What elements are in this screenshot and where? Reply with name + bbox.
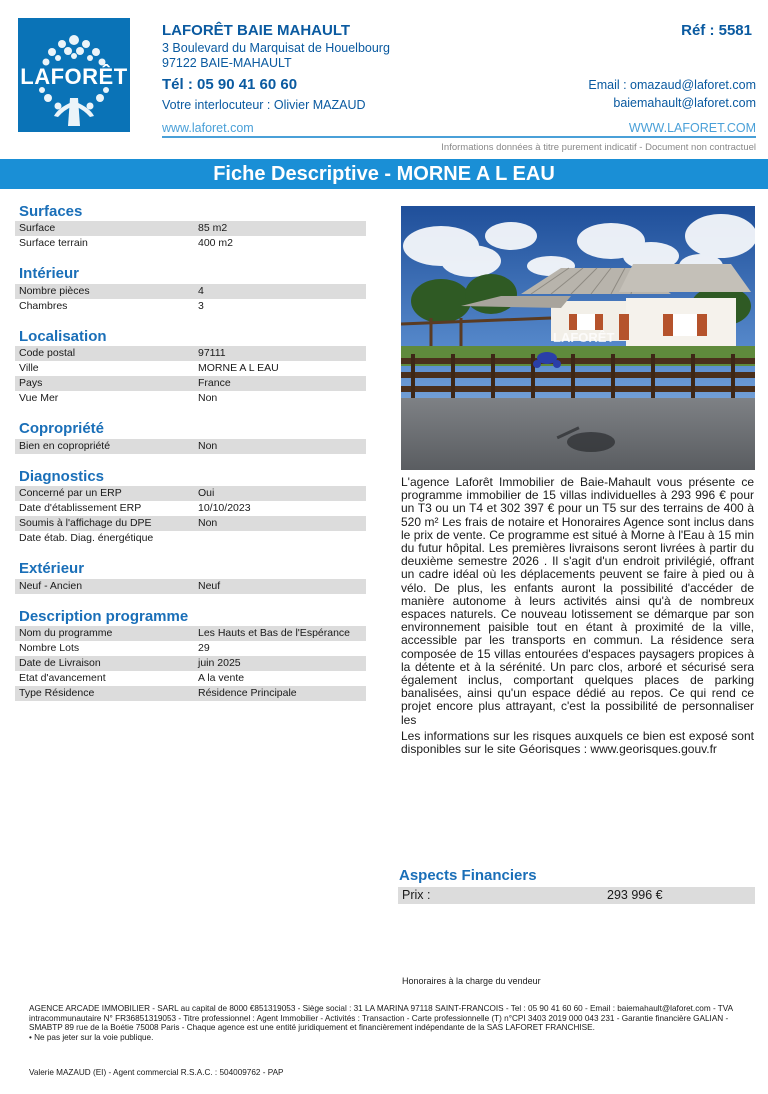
row-value: Non: [198, 392, 218, 404]
property-description: L'agence Laforêt Immobilier de Baie-Mahault vous présente ce programme immobilier de 15 villas individuelles à 293 996 € pour un T3 ou un T4 et 302 397 € pour un T5 sur des terrains de 400 à 520 m² Les frais de notaire et Honoraires Agence sont inclus dans le prix de vente. Ce programme est situé à Morne à l'Eau à 15 min du futur hôpital. Les premières livraisons seront livrées à partir du deuxième semestre 2026 . Il s'agit d'un endroit privilégié, offrant un cadre idéal où les déplacements peuvent se faire à pied ou à vélo. De plus, les enfants auront la possibilité d'accéder de manière autonome à leurs activités ainsi qu'à de nombreux espaces naturels. Ce nouveau lotissement se démarque par son environnement paisible tout en étant à proximité de la ville, accessible par les transports en commun. La résidence sera composée de 15 villas entourées d'espaces paysagers propices à la détente et à la sérénité. Un parc clos, arboré et sécurisé sera également inclus, comportant quelques places de parking banalisées, ainsi qu'un espace dédié au repos. Ce qui rend ce projet encore plus attrayant, c'est la possibilité de personnaliser les: [401, 475, 754, 727]
row-label: Date de Livraison: [19, 657, 101, 669]
agency-logo: [18, 18, 130, 132]
row-label: Concerné par un ERP: [19, 487, 122, 499]
price-row: [398, 887, 755, 904]
table-row: [15, 486, 366, 501]
row-label: Code postal: [19, 347, 76, 359]
reference-number: Réf : 5581: [681, 22, 752, 39]
agency-name: LAFORÊT BAIE MAHAULT: [162, 22, 351, 39]
section-title-copropriete: Copropriété: [19, 420, 105, 437]
fees-note: Honoraires à la charge du vendeur: [402, 976, 541, 986]
table-row: [15, 671, 366, 686]
property-photo: [401, 206, 755, 470]
row-label: Nom du programme: [19, 627, 113, 639]
row-label: Type Résidence: [19, 687, 95, 699]
legal-footer: [29, 1004, 741, 1042]
table-row: [15, 641, 366, 656]
section-title-description-programme: Description programme: [19, 608, 189, 625]
row-label: Surface terrain: [19, 237, 88, 249]
table-row: [15, 531, 366, 546]
agency-contact: Votre interlocuteur : Olivier MAZAUD: [162, 98, 366, 112]
row-label: Vue Mer: [19, 392, 59, 404]
table-row: [15, 626, 366, 641]
row-label: Date étab. Diag. énergétique: [19, 532, 154, 544]
table-row: [15, 361, 366, 376]
row-value: Non: [198, 517, 218, 529]
table-row: [15, 501, 366, 516]
agency-phone: Tél : 05 90 41 60 60: [162, 76, 298, 93]
section-title-interieur: Intérieur: [19, 265, 80, 282]
page-title: Fiche Descriptive - MORNE A L EAU: [0, 159, 768, 189]
table-row: [15, 516, 366, 531]
row-label: Nombre Lots: [19, 642, 80, 654]
table-row: [15, 391, 366, 406]
table-row: [15, 439, 366, 454]
website-link-left[interactable]: www.laforet.com: [162, 121, 254, 135]
row-value: MORNE A L EAU: [198, 362, 279, 374]
table-row: [15, 656, 366, 671]
financial-section-title: Aspects Financiers: [399, 867, 537, 884]
row-value: Non: [198, 440, 218, 452]
row-value: Les Hauts et Bas de l'Espérance: [198, 627, 351, 639]
row-value: 85 m2: [198, 222, 228, 234]
row-value: 10/10/2023: [198, 502, 251, 514]
address-line-2: 97122 BAIE-MAHAULT: [162, 56, 292, 70]
row-label: Pays: [19, 377, 43, 389]
row-value: 400 m2: [198, 237, 234, 249]
agent-line: Valerie MAZAUD (EI) - Agent commercial R.S.A.C. : 504009762 - PAP: [29, 1068, 284, 1077]
price-value: 293 996 €: [607, 888, 663, 902]
row-value: 29: [198, 642, 210, 654]
section-title-exterieur: Extérieur: [19, 560, 85, 577]
risk-information: Les informations sur les risques auxquels ce bien est exposé sont disponibles sur le site Géorisques : www.georisques.gouv.fr: [401, 729, 754, 757]
row-label: Soumis à l'affichage du DPE: [19, 517, 152, 529]
section-title-surfaces: Surfaces: [19, 203, 83, 220]
price-label: Prix :: [402, 888, 431, 902]
row-label: Date d'établissement ERP: [19, 502, 142, 514]
logo-wordmark: LAFORÊT: [20, 64, 128, 89]
table-row: [15, 686, 366, 701]
address-line-1: 3 Boulevard du Marquisat de Houelbourg: [162, 41, 390, 55]
row-value: France: [198, 377, 231, 389]
row-value: Neuf: [198, 580, 221, 592]
table-row: [15, 284, 366, 299]
row-value: 4: [198, 285, 204, 297]
row-value: Résidence Principale: [198, 687, 297, 699]
row-value: 3: [198, 300, 204, 312]
legal-text: AGENCE ARCADE IMMOBILIER - SARL au capital de 8000 €851319053 - Siège social : 31 LA MARINA 97118 SAINT-FRANCOIS - Tel : 05 90 41 60 60 - Email : baiemahault@laforet.com - TVA intracommunautaire N° FR36851319053 - Titre professionnel : Agent Immobilier - Activités : Transaction - Carte professionnelle (T) n°CPI 3403 2019 000 043 231 - Garantie financière GALIAN - SMABTP 89 rue de la Boétie 75008 Paris - Chaque agence est une entité juridiquement et financièrement indépendante de la SAS LAFORET FRANCHISE.: [29, 1004, 733, 1032]
table-row: [15, 221, 366, 236]
row-value: 97111: [198, 347, 226, 359]
row-label: Etat d'avancement: [19, 672, 106, 684]
website-link-right[interactable]: WWW.LAFORET.COM: [628, 121, 756, 135]
row-label: Chambres: [19, 300, 68, 312]
villa-rendering-image: [401, 206, 755, 470]
table-row: [15, 579, 366, 594]
disclaimer: Informations données à titre purement indicatif - Document non contractuel: [441, 142, 756, 153]
row-label: Nombre pièces: [19, 285, 90, 297]
row-value: Oui: [198, 487, 215, 499]
row-label: Bien en copropriété: [19, 440, 111, 452]
row-value: juin 2025: [198, 657, 241, 669]
section-title-diagnostics: Diagnostics: [19, 468, 105, 485]
table-row: [15, 299, 366, 314]
table-row: [15, 346, 366, 361]
row-label: Ville: [19, 362, 39, 374]
row-label: Surface: [19, 222, 56, 234]
row-value: A la vente: [198, 672, 245, 684]
photo-watermark: LAFORÊT: [553, 330, 615, 345]
table-row: [15, 376, 366, 391]
row-label: Neuf - Ancien: [19, 580, 83, 592]
email-secondary[interactable]: baiemahault@laforet.com: [613, 96, 756, 110]
table-row: [15, 236, 366, 251]
email-primary[interactable]: Email : omazaud@laforet.com: [588, 78, 756, 92]
section-title-localisation: Localisation: [19, 328, 107, 345]
recycling-note: • Ne pas jeter sur la voie publique.: [29, 1032, 154, 1042]
header-divider: [162, 136, 756, 138]
